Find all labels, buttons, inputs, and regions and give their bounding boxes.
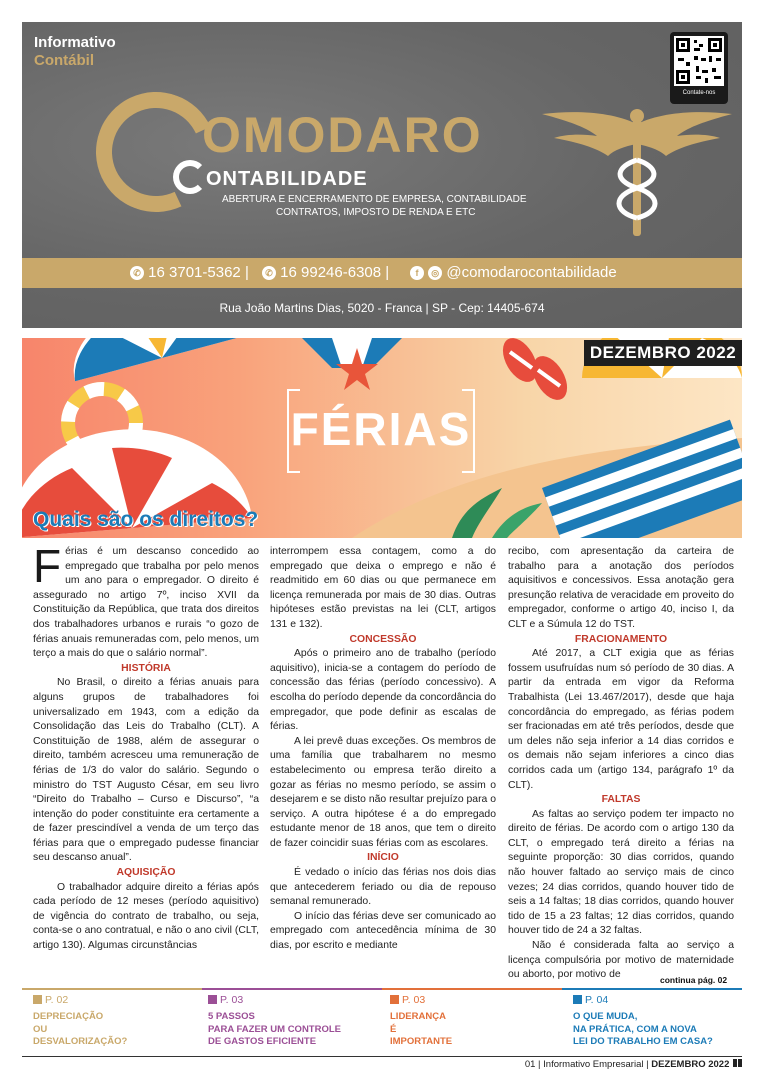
caduceus-icon — [542, 104, 732, 244]
paragraph: interrompem essa contagem, como a do empregado que deixa o emprego e não é readmitido em 60 dias ou que permanece em licença remunerada por mais de 30 dias. Outras hipóteses estão previstas na lei (CLT, artigos 131 e 132). — [270, 546, 496, 630]
hero-title: FÉRIAS — [290, 403, 472, 455]
phone-whatsapp[interactable] — [262, 264, 389, 281]
teaser-title: LIDERANÇA É IMPORTANTE — [390, 1011, 453, 1047]
header-banner — [22, 22, 742, 328]
teaser-page: P. 02 — [33, 994, 203, 1006]
teaser-title: 5 PASSOS PARA FAZER UM CONTROLE DE GASTOS EFICIENTE — [208, 1011, 341, 1047]
informativo-label: Informativo — [34, 34, 116, 51]
tagline-line2: CONTRATOS, IMPOSTO DE RENDA E ETC — [276, 207, 476, 218]
teaser-title: O QUE MUDA, NA PRÁTICA, COM A NOVA LEI DO TRABALHO EM CASA? — [573, 1011, 713, 1047]
intro-text: érias é um descanso concedido ao empregado que trabalha por pelo menos um ano para o empregador. O direito é assegurado no artigo 7º, inciso XVII da Constituição da República, que trata dos direitos dos trabalhadores urbanos e rurais “o gozo de férias anuais remuneradas com, pelo menos, um terço a mais do que o salário normal”. — [33, 546, 259, 660]
teaser-5-passos[interactable] — [208, 994, 378, 1049]
brand-name: OMODARO — [202, 107, 483, 163]
qr-caption: Contate-nos — [682, 90, 716, 96]
separator: | — [385, 264, 390, 281]
section-heading-inicio: INÍCIO — [367, 852, 399, 864]
footer-marker — [733, 1059, 737, 1067]
page-marker-icon — [208, 995, 217, 1004]
qr-code-icon — [674, 36, 724, 86]
instagram-icon: ◎ — [428, 266, 442, 280]
qr-code[interactable] — [670, 32, 728, 104]
phone-landline-number: 16 3701-5362 — [148, 264, 241, 281]
paragraph: Não é considerada falta ao serviço a licença compulsória por motivo de maternidade ou aborto, por motivo de — [508, 940, 734, 981]
section-heading-historia: HISTÓRIA — [121, 662, 171, 674]
teaser-page: P. 03 — [208, 994, 378, 1006]
phone-icon: ✆ — [130, 266, 144, 280]
teaser-divider — [22, 988, 742, 990]
paragraph: É vedado o início das férias nos dois dias que antecederem feriado ou dia de repouso semanal remunerado. — [270, 867, 496, 908]
logo-c-small — [173, 160, 207, 194]
social-handle[interactable] — [410, 264, 617, 281]
continue-link[interactable]: continua pág. 02 — [660, 975, 728, 985]
address: Rua João Martins Dias, 5020 - Franca | SP - Cep: 14405-674 — [219, 301, 545, 315]
article-column-2 — [270, 545, 496, 954]
teaser-trabalho-em-casa[interactable] — [573, 994, 743, 1049]
article-heading: Quais são os direitos? — [33, 508, 259, 531]
paragraph: A lei prevê duas exceções. Os membros de uma família que trabalharem no mesmo estabelecimento ou empresa terão direito a gozar as férias no mesmo período, se assim o desejarem e se disto não resultar prejuízo para o serviço. A outra hipótese é a do empregado estudante menor de 18 anos, que tem o direito de fazer coincidir suas férias com as escolares. — [270, 735, 496, 849]
contabil-label: Contábil — [34, 52, 94, 69]
paragraph: As faltas ao serviço podem ter impacto no direito de férias. De acordo com o artigo 130 da CLT, o empregado terá direito a férias na seguinte proporção: 30 dias corridos, quando não houver faltado ao serviço mais de cinco vezes; 24 dias corridos, quando houver tido de seis a 14 faltas; 18 dias corridos, quando houver tido de 15 a 23 faltas; 12 dias corridos, quando houver tido de 24 a 32 faltas. — [508, 808, 734, 937]
page-marker-icon — [390, 995, 399, 1004]
facebook-icon: f — [410, 266, 424, 280]
section-heading-fracionamento: FRACIONAMENTO — [574, 633, 668, 645]
article-column-3 — [508, 545, 734, 983]
footer-marker — [738, 1059, 742, 1067]
issue-month-badge: DEZEMBRO 2022 — [584, 340, 742, 366]
footer-text: 01 | Informativo Empresarial | — [524, 1059, 649, 1070]
section-heading-concessao: CONCESSÃO — [349, 633, 417, 645]
section-heading-aquisicao: AQUISIÇÃO — [116, 867, 176, 879]
teaser-depreciacao[interactable] — [33, 994, 203, 1049]
paragraph: O início das férias deve ser comunicado ao empregado com antecedência mínima de 30 dias, por escrito e mediante — [270, 910, 496, 952]
teaser-page: P. 03 — [390, 994, 560, 1006]
brand-subtitle: ONTABILIDADE — [206, 168, 368, 190]
page-footer — [525, 1059, 742, 1070]
paragraph: O trabalhador adquire direito a férias após cada período de 12 meses (período aquisitivo) de vigência do contrato de trabalho, ou seja, conta-se o ano contratual, e não o ano civil (CLT, artigo 130). Algumas circunstâncias — [33, 881, 259, 952]
paragraph: Após o primeiro ano de trabalho (período aquisitivo), inicia-se a contagem do período de concessão das férias (período concessivo). A escolha do período depende da concordância do empregador, que pode definir as escalas de férias. — [270, 648, 496, 733]
footer-issue: DEZEMBRO 2022 — [651, 1059, 730, 1070]
whatsapp-icon: ✆ — [262, 266, 276, 280]
section-heading-faltas: FALTAS — [601, 794, 641, 806]
paragraph: recibo, com apresentação da carteira de trabalho para a anotação dos períodos aquisitivos e concessivos. Essa anotação gera presunção relativa de veracidade em proveito do empregador, conforme o artigo 40, inciso I, da CLT e a Súmula 12 do TST. — [508, 546, 734, 630]
footer-rule — [22, 1056, 742, 1057]
tagline-line1: ABERTURA E ENCERRAMENTO DE EMPRESA, CONTABILIDADE — [222, 194, 527, 205]
teaser-page: P. 04 — [573, 994, 743, 1006]
social-handle-text: @comodarocontabilidade — [446, 264, 617, 281]
phone-landline[interactable] — [130, 264, 249, 281]
drop-cap: F — [33, 540, 62, 592]
article-column-1 — [33, 540, 259, 954]
paragraph: Até 2017, a CLT exigia que as férias fossem usufruídas num só período de 30 dias. A partir da entrada em vigor da Reforma Trabalhista (Lei 13.467/2017), desde que haja concordância do empregado, as férias podem ser fracionadas em até três períodos, desde que um deles não seja inferior a 14 dias corridos e os demais não sejam inferiores a cinco dias corridos cada um (artigo 134, parágrafo 1º da CLT). — [508, 648, 734, 791]
page-marker-icon — [33, 995, 42, 1004]
intro-paragraph — [33, 540, 259, 662]
teaser-lideranca[interactable] — [390, 994, 560, 1049]
separator: | — [244, 264, 249, 281]
page-marker-icon — [573, 995, 582, 1004]
teaser-title: DEPRECIAÇÃO OU DESVALORIZAÇÃO? — [33, 1011, 128, 1047]
contact-bar — [22, 258, 742, 288]
paragraph: No Brasil, o direito a férias anuais para alguns grupos de trabalhadores foi universalizado em 1943, com a edição da Consolidação das Leis do Trabalho (CLT). A Constituição de 1988, além de assegurar o direito, também acresceu uma remuneração de férias de 1/3 do valor do salário. Segundo o ministro do TST Augusto César, em seu livro “Direito do Trabalho – Curso e Discurso”, “a intenção do poder constituinte era certamente a de fazer prescindível a venda de um terço das férias para que o empregado pudesse financiar seu descanso anual”. — [33, 677, 259, 864]
phone-whatsapp-number: 16 99246-6308 — [280, 264, 382, 281]
